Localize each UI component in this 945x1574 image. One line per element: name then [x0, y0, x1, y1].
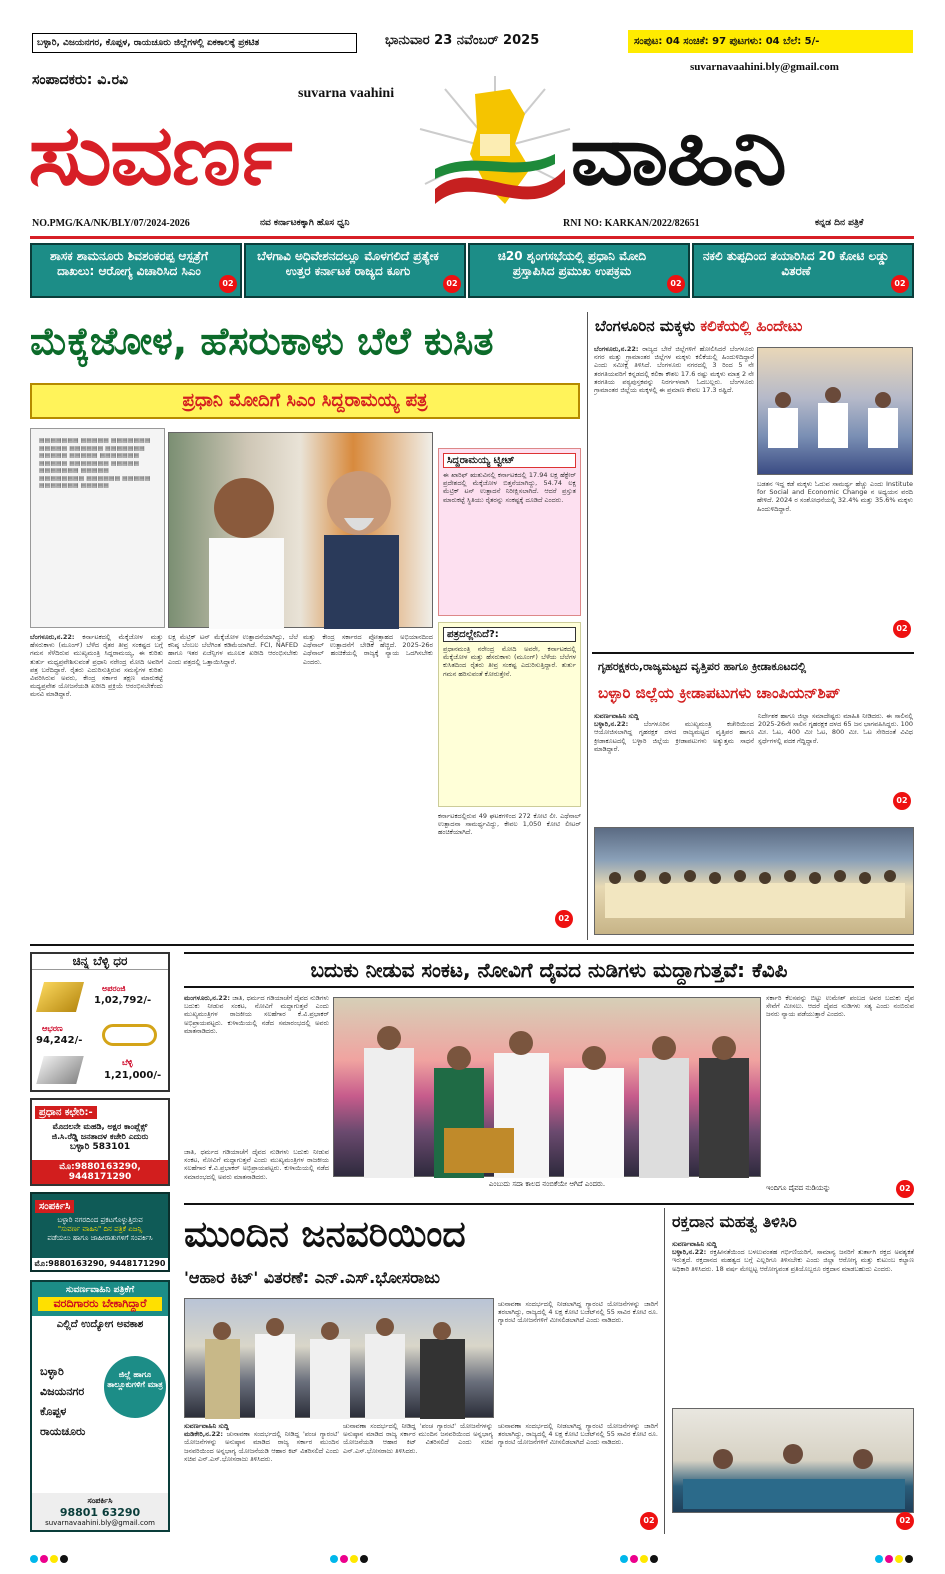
blood-photo: [672, 1408, 914, 1513]
letter-image: ▤▤▤▤▤▤▤ ▤▤▤▤▤ ▤▤▤▤▤▤▤ ▤▤▤▤▤ ▤▤▤▤▤▤ ▤▤▤▤▤▤▤ ▤▤▤▤▤ ▤▤▤▤▤ ▤▤▤▤▤▤▤ ▤▤▤▤▤ ▤▤▤▤▤▤▤ ▤▤▤▤▤ ▤▤▤▤▤▤▤ ▤▤▤▤▤ ▤▤▤▤▤▤▤▤ ▤▤▤▤▤▤ ▤▤▤▤▤ ▤▤▤▤▤▤▤ ▤▤▤▤▤: [30, 428, 165, 628]
lead-headline: ಮೆಕ್ಕೆಜೋಳ, ಹೆಸರುಕಾಳು ಬೆಲೆ ಕುಸಿತ: [30, 319, 494, 363]
kids-headline: ಬೆಂಗಳೂರಿನ ಮಕ್ಕಳು ಕಲಿಕೆಯಲ್ಲಿ ಹಿಂದೇಟು: [595, 317, 803, 335]
blood-headline: ರಕ್ತದಾನ ಮಹತ್ವ ತಿಳಿಸಿರಿ: [672, 1212, 797, 1231]
letter-body: ಪ್ರಧಾನಮಂತ್ರಿ ನರೇಂದ್ರ ಮೋದಿ ಅವರೇ, ಕರ್ನಾಟಕದಲ್ಲಿ ಮೆಕ್ಕೆಜೋಳ ಮತ್ತು ಹೆಸರುಕಾಳು (ಮೂಂಗ್) ಬೆಳೆಯ ಬೆಲೆಗಳ ಕುಸಿತದಿಂದ ರೈತರು ತೀವ್ರ ಸಂಕಷ್ಟ ಎದುರಿಸುತ್ತಿದ್ದಾರೆ. ತುರ್ತು ಗಮನ ಹರಿಸುವಂತೆ ಕೋರುತ್ತೇನೆ.: [443, 645, 576, 678]
contact-email[interactable]: suvarnavaahini.bly@gmail.com: [690, 61, 839, 73]
teaser-3[interactable]: [468, 243, 690, 298]
jobs-sub: ಎಲ್ಲಿದೆ ಉದ್ಯೋಗ ಅವಕಾಶ: [56, 1319, 144, 1330]
gold-price-pure: 1,02,792/-: [94, 995, 152, 1006]
teaser-2[interactable]: [244, 243, 466, 298]
tweet-body: ಈ ಖಾರಿಫ್ ಋತುವಿನಲ್ಲಿ ಕರ್ನಾಟಕದಲ್ಲಿ 17.94 ಲಕ್ಷ ಹೆಕ್ಟೇರ್ ಪ್ರದೇಶದಲ್ಲಿ ಮೆಕ್ಕೆಜೋಳ ಬಿತ್ತನೆಯಾಗಿದ್ದು, 54.74 ಲಕ್ಷ ಮೆಟ್ರಿಕ್ ಟನ್ ಉತ್ಪಾದನೆ ನಿರೀಕ್ಷಿಸಲಾಗಿದೆ. ಆದರೆ ಪ್ರಸ್ತುತ ಮಾರುಕಟ್ಟೆ ಸ್ಥಿತಿಯು ರೈತರನ್ನು ಸಂಕಷ್ಟಕ್ಕೆ ದೂಡಿದೆ ಎಂದರು.: [443, 471, 576, 504]
sports-headline: ಬಳ್ಳಾರಿ ಜಿಲ್ಲೆಯ ಕ್ರೀಡಾಪಟುಗಳು ಚಾಂಪಿಯನ್‌ಶಿಪ್: [598, 684, 841, 702]
vertical-divider: [587, 312, 588, 940]
masthead-title-left: ಸುವರ್ಣ: [28, 106, 291, 204]
districts-banner: ಬಳ್ಳಾರಿ, ವಿಜಯನಗರ, ಕೊಪ್ಪಳ, ರಾಯಚೂರು ಜಿಲ್ಲೆಗಳಲ್ಲಿ ಏಕಕಾಲಕ್ಕೆ ಪ್ರಕಟಿತ: [32, 33, 357, 53]
karnataka-emblem-icon: [415, 74, 575, 224]
reporters-wanted-box: [30, 1280, 170, 1532]
continued-badge: 02: [555, 910, 573, 928]
tweet-box: [438, 448, 581, 616]
jobs-title: ವರದಿಗಾರರು ಬೇಕಾಗಿದ್ದಾರೆ: [38, 1297, 162, 1311]
page-ref-badge: 02: [443, 275, 461, 293]
sports-col-1: [594, 712, 754, 822]
kvp-col-1: [184, 994, 329, 1144]
kvp-col-3: ಸರ್ಕಾರಿ ಕೆಲಸವನ್ನು ಬಿಟ್ಟು ಉಮೇಶ್ ಪಂಬದ ಅವರ ಬದುಕು ದೈವ ಸೇವೆಗೆ ಮೀಸಲು. ಆದರೆ ದೈವದ ನುಡಿಗಳು ಸತ್ಯ ಎಂದು ನಂಬಿರುವ ಜನರು ನ್ಯಾಯ ಪಡೆಯುತ್ತಾರೆ ಎಂದರು.: [766, 994, 914, 1019]
print-registration-marks: [30, 1548, 70, 1567]
edition-date: ಭಾನುವಾರ 23 ನವೆಂಬರ್ 2025: [385, 33, 540, 48]
print-registration-marks: [875, 1548, 915, 1567]
teaser-text: ಶಾಸಕ ಶಾಮನೂರು ಶಿವಶಂಕರಪ್ಪ ಆಸ್ಪತ್ರೆಗೆ ದಾಖಲು: ಆರೋಗ್ಯ ವಿಚಾರಿಸಿದ ಸಿಎಂ: [50, 249, 208, 278]
jobs-footer-label: ಸಂಪರ್ಕಿಸಿ: [87, 1496, 113, 1505]
jobs-footer: [32, 1493, 168, 1530]
classroom-photo: [757, 347, 913, 475]
gold-title: ಚಿನ್ನ ಬೆಳ್ಳಿ ಧರ: [32, 954, 168, 970]
byline: ಸುವರ್ಣವಾಹಿನಿ ಸುದ್ದಿ: [672, 1240, 717, 1248]
contact-title: ಸಂಪರ್ಕಿಸಿ: [35, 1200, 74, 1213]
office-line-3: ಬಳ್ಳಾರಿ 583101: [69, 1142, 131, 1152]
gold-label-pure: ಅಪರಂಜಿ: [102, 984, 126, 993]
place: ಕೊಪ್ಪಳ: [40, 1405, 67, 1418]
jewel-icon: [102, 1024, 157, 1046]
kvp-photo: [333, 997, 761, 1177]
page-ref-badge: 02: [891, 275, 909, 293]
blood-text: ರಕ್ತಹೀನತೆಯಿಂದ ಬಳಲುವಂತಹ ಗರ್ಭಿಣಿಯರಿಗೆ, ಸಾಮಾನ್ಯ ಜನರಿಗೆ ತುರ್ತಾಗಿ ರಕ್ತದ ಅವಶ್ಯಕತೆ ಇರುತ್ತದೆ. ರಕ್ತದಾನದ ಮಹತ್ವದ ಬಗ್ಗೆ ಎಲ್ಲರಿಗೂ ತಿಳಿಸಬೇಕು ಎಂದು ಜಿಲ್ಲಾ ಆರೋಗ್ಯ ಮತ್ತು ಕುಟುಂಬ ಕಲ್ಯಾಣ ಅಧಿಕಾರಿ ತಿಳಿಸಿದರು. 18 ವರ್ಷ ಮೇಲ್ಪಟ್ಟ ಆರೋಗ್ಯವಂತ ಪ್ರತಿಯೊಬ್ಬರೂ ರಕ್ತದಾನ ಮಾಡಬಹುದು ಎಂದರು.: [672, 1248, 914, 1273]
masthead-latin: suvarna vaahini: [298, 86, 395, 101]
place: ರಾಯಚೂರು: [40, 1425, 86, 1438]
teaser-1[interactable]: [30, 243, 242, 298]
contact-line-1: ಬಳ್ಳಾರಿ ನಗರದಿಂದ ಪ್ರಕಟಗೊಳ್ಳುತ್ತಿರುವ: [57, 1216, 143, 1224]
kids-col-1: [594, 345, 754, 635]
jobs-circle: ಜಿಲ್ಲೆ ಹಾಗೂ ತಾಲ್ಲೂಕುಗಳಿಗೆ ಮಾತ್ರ: [104, 1356, 166, 1418]
print-registration-marks: [620, 1548, 660, 1567]
silver-label: ಬೆಳ್ಳಿ: [122, 1058, 133, 1067]
food-subheadline: 'ಆಹಾರ ಕಿಟ್' ವಿತರಣೆ: ಎನ್.ಎಸ್.ಭೋಸರಾಜು: [184, 1268, 441, 1287]
sports-col-2: ನಿರ್ದೇಶಕ ಹಾಗೂ ಜಿಲ್ಲಾ ಸಮಾದೇಷ್ಟರು ಮಾಹಿತಿ ನೀಡಿದರು. ಈ ಸಾಲಿನಲ್ಲಿ 2025-26ನೇ ಸಾಲಿನ ಗೃಹರಕ್ಷಕ ದಳದ 65 ಜನ ಭಾಗವಹಿಸಿದ್ದರು. 100 ಮೀ. ಓಟ, 400 ಮೀ ಓಟ, 800 ಮೀ. ಓಟ ಸೇರಿದಂತೆ ವಿವಿಧ ಸ್ಪರ್ಧೆಗಳಲ್ಲಿ ಪದಕ ಗೆದ್ದಿದ್ದಾರೆ.: [758, 712, 913, 745]
lead-col-3: ಮತ್ತು ಕೇಂದ್ರ ಸರ್ಕಾರದ ಪ್ರೋತ್ಸಾಹದ ಅಭಿಯಾನದಿಂದ ಎಥೆನಾಲ್ ಉತ್ಪಾದನೆಗೆ ಬೇಡಿಕೆ ಹೆಚ್ಚಿದೆ. 2025-26ರ ಎಥೆನಾಲ್ ಹಂಚಿಕೆಯಲ್ಲಿ ರಾಜ್ಯಕ್ಕೆ ನ್ಯಾಯ ಒದಗಿಸಬೇಕು ಎಂದರು.: [303, 633, 433, 666]
rni-no: RNI NO: KARKAN/2022/82651: [563, 218, 700, 229]
tagline: ನವ ಕರ್ನಾಟಕಕ್ಕಾಗಿ ಹೊಸ ಧ್ವನಿ: [260, 218, 350, 228]
byline: ಸುವರ್ಣವಾಹಿನಿ ಸುದ್ದಿ: [594, 712, 639, 720]
contact-line-3: ಪಡೆಯಲು ಹಾಗೂ ಜಾಹೀರಾತುಗಳಿಗೆ ಸಂಪರ್ಕಿಸಿ: [47, 1234, 153, 1242]
kids-col-2: ಬಡತನ ಇದ್ದ ಕಡೆ ಮಕ್ಕಳು ಓದುವ ಸಾಮರ್ಥ್ಯ ಹೆಚ್ಚು ಎಂದು Institute for Social and Economic Change ನ ಅಧ್ಯಯನ ವರದಿ ಹೇಳಿದೆ. 2024 ರ ಸಂಶೋಧನೆಯಲ್ಲಿ 32.4% ಮತ್ತು 35.6% ಮಕ್ಕಳು ಹಿಂದುಳಿದಿದ್ದಾರೆ.: [757, 480, 913, 513]
dateline: ಮಡಿಕೇರಿ,ನ.22:: [184, 1430, 223, 1439]
food-photo: [184, 1298, 494, 1418]
lead-col-1: [30, 633, 163, 933]
food-col-right: ಚುನಾವಣಾ ಸಂದರ್ಭದಲ್ಲಿ ನೀಡಲಾಗಿದ್ದ ಗ್ಯಾರಂಟಿ ಯೋಜನೆಗಳನ್ನು ಜಾರಿಗೆ ತರಲಾಗಿದ್ದು, ರಾಜ್ಯದಲ್ಲಿ 4 ಲಕ್ಷ ಕೋಟಿ ಬಜೆಟ್‌ನಲ್ಲಿ 55 ಸಾವಿರ ಕೋಟಿ ರೂ. ಗ್ಯಾರಂಟಿ ಯೋಜನೆಗಳಿಗೆ ಮೀಸಲಿಡಲಾಗಿದೆ ಎಂದು ನಾಡಿದರು.: [498, 1300, 658, 1325]
continued-badge: 02: [896, 1512, 914, 1530]
dateline: ಬೆಂಗಳೂರು,ನ.22:: [594, 345, 639, 353]
office-line-1: ಮೊದಲನೇ ಮಹಡಿ, ಅಕ್ಷರ ಕಾಂಪ್ಲೆಕ್ಸ್: [52, 1122, 148, 1131]
food-headline: ಮುಂದಿನ ಜನವರಿಯಿಂದ: [184, 1214, 466, 1255]
teaser-4[interactable]: [692, 243, 914, 298]
contact-phones: ಮೊ:9880163290, 9448171290: [32, 1258, 168, 1270]
gold-bars-icon: [36, 982, 84, 1012]
masthead-title-right: ವಾಹಿನಿ: [570, 106, 785, 204]
food-col-2: ಚುನಾವಣಾ ಸಂದರ್ಭದಲ್ಲಿ ನೀಡಿದ್ದ 'ಪಂಚ ಗ್ಯಾರಂಟಿ' ಯೋಜನೆಗಳನ್ನು ಅನುಷ್ಠಾನ ಮಾಡಿದ ರಾಜ್ಯ ಸರ್ಕಾರ ಮುಂದಿನ ಜನವರಿಯಿಂದ ಅನ್ನಭಾಗ್ಯ ಯೋಜನೆಯಡಿ ಆಹಾರ ಕಿಟ್ ವಿತರಿಸಲಿದೆ ಎಂದು ಸಚಿವ ಎನ್.ಎಸ್.ಭೋಸರಾಜು ತಿಳಿಸಿದರು.: [343, 1422, 493, 1455]
food-top-rule: [184, 1203, 914, 1205]
page-ref-badge: 02: [667, 275, 685, 293]
office-phones: ಮೊ:9880163290, 9448171290: [32, 1160, 168, 1184]
continued-badge: 02: [896, 1180, 914, 1198]
team-photo: [594, 827, 914, 935]
dateline: ಮಂಗಳೂರು,ನ.22:: [184, 994, 230, 1002]
place: ಬಳ್ಳಾರಿ: [40, 1365, 64, 1378]
continued-badge: 02: [640, 1512, 658, 1530]
dateline: ಬಳ್ಳಾರಿ,ನ.22:: [594, 720, 629, 729]
office-line-2: ಜಿ.ಸಿ.ರೆಡ್ಡಿ ಜನತಾದಳ ಕಚೇರಿ ಎದುರು: [51, 1132, 149, 1141]
teaser-text: ಬೆಳಗಾವಿ ಅಧಿವೇಶನದಲ್ಲೂ ಮೊಳಗಲಿದೆ ಪ್ರತ್ಯೇಕ ಉತ್ತರ ಕರ್ನಾಟಕ ರಾಜ್ಯದ ಕೂಗು: [257, 249, 439, 278]
food-col-3: ಚುನಾವಣಾ ಸಂದರ್ಭದಲ್ಲಿ ನೀಡಲಾಗಿದ್ದ ಗ್ಯಾರಂಟಿ ಯೋಜನೆಗಳನ್ನು ಜಾರಿಗೆ ತರಲಾಗಿದ್ದು, ರಾಜ್ಯದಲ್ಲಿ 4 ಲಕ್ಷ ಕೋಟಿ ಬಜೆಟ್‌ನಲ್ಲಿ 55 ಸಾವಿರ ಕೋಟಿ ರೂ. ಗ್ಯಾರಂಟಿ ಯೋಜನೆಗಳಿಗೆ ಮೀಸಲಿಡಲಾಗಿದೆ ಎಂದು ನಾಡಿದರು.: [498, 1422, 658, 1447]
teaser-text: ಚಿ20 ಶೃಂಗಸಭೆಯಲ್ಲಿ ಪ್ರಧಾನಿ ಮೋದಿ ಪ್ರಸ್ತಾಪಿಸಿದ ಪ್ರಮುಖ ಉಪಕ್ರಮ: [497, 249, 647, 278]
lead-subheadline: ಪ್ರಧಾನಿ ಮೋದಿಗೆ ಸಿಎಂ ಸಿದ್ದರಾಮಯ್ಯ ಪತ್ರ: [30, 383, 580, 419]
office-title: ಪ್ರಧಾನ ಕಛೇರಿ:-: [35, 1106, 97, 1119]
tweet-box-title: ಸಿದ್ದರಾಮಯ್ಯ ಟ್ವೀಟ್: [443, 453, 576, 468]
gold-price-jewel: 94,242/-: [36, 1035, 83, 1046]
kvp-end: ಇಂದಿಗೂ ದೈವದ ನುಡಿಯನ್ನು: [766, 1184, 831, 1192]
dateline: ಬೆಂಗಳೂರು,ನ.22:: [30, 633, 75, 641]
dateline: ಬಳ್ಳಾರಿ,ನ.22:: [672, 1248, 707, 1257]
kvp-caption: ಎಂಬುದು ಸದಾ ಕಾಲದ ನಂಬಿಕೆಯೇ ಆಗಿದೆ ಎಂದರು.: [488, 1180, 606, 1188]
letter-summary-box: [438, 622, 581, 807]
kids-body: ರಾಜ್ಯದ ಬೇರೆ ಜಿಲ್ಲೆಗಳಿಗೆ ಹೋಲಿಸಿದರೆ ಬೆಂಗಳೂರು ನಗರ ಮತ್ತು ಗ್ರಾಮಾಂತರ ಜಿಲ್ಲೆಗಳ ಮಕ್ಕಳು ಕಲಿಕೆಯಲ್ಲಿ ಹಿಂದುಳಿದಿದ್ದಾರೆ ಎಂದು ಸಮೀಕ್ಷೆ ತಿಳಿಸಿದೆ. ಬೆಂಗಳೂರು ನಗರದಲ್ಲಿ 3 ರಿಂದ 5 ನೇ ತರಗತಿಯವರಿಗೆ ಕನ್ನಡದಲ್ಲಿ ಕಲಿಕಾ ಕೌಶಲ 17.6 ರಷ್ಟು ಮಕ್ಕಳು ಮಾತ್ರ 2 ನೇ ತರಗತಿಯ ಪಠ್ಯಪುಸ್ತಕವನ್ನು ನಿರರ್ಗಳವಾಗಿ ಓದಬಲ್ಲರು. ಬೆಂಗಳೂರು ಗ್ರಾಮಾಂತರ ಜಿಲ್ಲೆಯ ಮಕ್ಕಳಲ್ಲಿ ಈ ಪ್ರಮಾಣ ಕೇವಲ 17.3 ರಷ್ಟಿದೆ.: [594, 345, 754, 395]
blood-body: [672, 1240, 914, 1400]
lead-col-2: ಲಕ್ಷ ಮೆಟ್ರಿಕ್ ಟನ್ ಮೆಕ್ಕೆಜೋಳ ಉತ್ಪಾದನೆಯಾಗಿದ್ದು, ಬೆಲೆ ಕನಿಷ್ಠ ಬೆಂಬಲ ಬೆಲೆಗಿಂತ ಕಡಿಮೆಯಾಗಿದೆ. FCI, NAFED ಹಾಗೂ ಇತರ ಏಜೆನ್ಸಿಗಳ ಮೂಲಕ ಖರೀದಿ ಆರಂಭಿಸಬೇಕು ಎಂದು ಪತ್ರದಲ್ಲಿ ಒತ್ತಾಯಿಸಿದ್ದಾರೆ.: [168, 633, 298, 666]
gold-rate-box: [30, 952, 170, 1092]
sports-body: ಬೆಂಗಳೂರಿನ ಮುಖ್ಯಮಂತ್ರಿ ಕಚೇರಿಯಿಂದ ಆಯೋಜಿಸಲಾಗಿದ್ದ ಗೃಹರಕ್ಷಕ ದಳದ ರಾಜ್ಯಮಟ್ಟದ ವೃತ್ತಿಪರ ಹಾಗೂ ಕ್ರೀಡಾಕೂಟದಲ್ಲಿ ಬಳ್ಳಾರಿ ಜಿಲ್ಲೆಯ ಕ್ರೀಡಾಪಟುಗಳು ಅತ್ಯುತ್ತಮ ಸಾಧನೆ ಮಾಡಿದ್ದಾರೆ.: [594, 720, 754, 753]
editor-name: ಸಂಪಾದಕರು: ವಿ.ರವಿ: [32, 72, 129, 88]
jobs-top: ಸುವರ್ಣವಾಹಿನಿ ಪತ್ರಿಕೆಗೆ: [65, 1285, 135, 1295]
kvp-col-1b: ಜಾತಿ, ಧರ್ಮದ ಗಡಿಯಾಚೆಗೆ ದೈವದ ನುಡಿಗಳು ಬದುಕು ನೀಡುವ ಸಂಕಟ, ನೋವಿಗೆ ಮದ್ದಾಗುತ್ತವೆ ಎಂದು ಮುಖ್ಯಮಂತ್ರಿಗಳ ರಾಜಕೀಯ ಸಲಹೆಗಾರ ಕೆ.ವಿ.ಪ್ರಭಾಕರ್ ಅಭಿಪ್ರಾಯಪಟ್ಟರು. ಕುಳಾಯಿಯಲ್ಲಿ ನಡೆದ ಸಮಾರಂಭದಲ್ಲಿ ಅವರು ಮಾತನಾಡಿದರು.: [184, 1148, 329, 1181]
lead-body-1: ಕರ್ನಾಟಕದಲ್ಲಿ ಮೆಕ್ಕೆಜೋಳ ಮತ್ತು ಹೆಸರುಕಾಳು (ಮೂಂಗ್) ಬೆಳೆದ ರೈತರ ತೀವ್ರ ಸಂಕಷ್ಟದ ಬಗ್ಗೆ ಗಮನ ಸೆಳೆದಿರುವ ಮುಖ್ಯಮಂತ್ರಿ ಸಿದ್ದರಾಮಯ್ಯ, ಈ ಕುರಿತು ತುರ್ತು ಮಧ್ಯಪ್ರವೇಶಿಸುವಂತೆ ಪ್ರಧಾನಿ ನರೇಂದ್ರ ಮೋದಿ ಅವರಿಗೆ ಪತ್ರ ಬರೆದಿದ್ದಾರೆ. ರೈತರು ಎದುರಿಸುತ್ತಿರುವ ಸಮಸ್ಯೆಗಳ ಕುರಿತು ವಿವರಿಸಿರುವ ಅವರು, ಕೇಂದ್ರ ಸರ್ಕಾರ ತಕ್ಷಣ ಮಾರುಕಟ್ಟೆ ಮಧ್ಯಪ್ರವೇಶ ಯೋಜನೆಯಡಿ ಖರೀದಿ ಪ್ರಕ್ರಿಯೆ ಆರಂಭಿಸಬೇಕೆಂದು ಮನವಿ ಮಾಡಿದ್ದಾರೆ.: [30, 633, 163, 699]
cm-pm-photo: [168, 432, 433, 628]
silver-price: 1,21,000/-: [104, 1070, 162, 1081]
section-rule: [30, 944, 914, 946]
jobs-email[interactable]: suvarnavaahini.bly@gmail.com: [45, 1519, 155, 1527]
food-body: ಚುನಾವಣಾ ಸಂದರ್ಭದಲ್ಲಿ ನೀಡಿದ್ದ 'ಪಂಚ ಗ್ಯಾರಂಟಿ' ಯೋಜನೆಗಳನ್ನು ಅನುಷ್ಠಾನ ಮಾಡಿದ ರಾಜ್ಯ ಸರ್ಕಾರ ಮುಂದಿನ ಜನವರಿಯಿಂದ ಅನ್ನಭಾಗ್ಯ ಯೋಜನೆಯಡಿ ಆಹಾರ ಕಿಟ್ ವಿತರಿಸಲಿದೆ ಎಂದು ಸಚಿವ ಎನ್.ಎಸ್.ಭೋಸರಾಜು ತಿಳಿಸಿದರು.: [184, 1430, 339, 1463]
jobs-places: [40, 1362, 85, 1442]
issue-info: ಸಂಪುಟ: 04 ಸಂಚಿಕೆ: 97 ಪುಟಗಳು: 04 ಬೆಲೆ: 5/-: [628, 30, 913, 53]
teaser-text: ನಕಲಿ ತುಪ್ಪದಿಂದ ತಯಾರಿಸಿದ 20 ಕೋಟಿ ಲಡ್ಡು ವಿತರಣೆ: [702, 249, 890, 278]
masthead-rule: [30, 236, 914, 239]
letter-box-title: ಪತ್ರದಲ್ಲೇನಿದೆ?:: [443, 627, 576, 642]
contact-box: [30, 1192, 170, 1272]
contact-line-2: "ಸುವರ್ಣ ವಾಹಿನಿ" ದಿನ ಪತ್ರಿಕೆ ಏಜನ್ಸಿ: [57, 1225, 143, 1233]
place: ವಿಜಯನಗರ: [40, 1385, 85, 1398]
gold-label-jewel: ಆಭರಣ: [42, 1024, 63, 1033]
lead-col-4: ಕರ್ನಾಟಕದಲ್ಲಿರುವ 49 ಘಟಕಗಳಿಂದ 272 ಕೋಟಿ ಲೀ. ಎಥೆನಾಲ್ ಉತ್ಪಾದನಾ ಸಾಮರ್ಥ್ಯವಿದ್ದು, ಕೇವಲ 1,050 ಕೋಟಿ ಲೀಟರ್ ಹಂಚಿಕೆಯಾಗಿದೆ.: [438, 812, 581, 837]
byline: ಸುವರ್ಣವಾಹಿನಿ ಸುದ್ದಿ: [184, 1422, 229, 1430]
continued-badge: 02: [893, 620, 911, 638]
jobs-phone: 98801 63290: [59, 1506, 141, 1519]
sports-top-rule: [592, 652, 914, 654]
paper-type: ಕನ್ನಡ ದಿನ ಪತ್ರಿಕೆ: [815, 218, 864, 228]
print-registration-marks: [330, 1548, 370, 1567]
silver-bar-icon: [36, 1056, 84, 1084]
continued-badge: 02: [893, 792, 911, 810]
jobs-header: [32, 1282, 168, 1316]
sports-kicker: ಗೃಹರಕ್ಷಕರು,ರಾಜ್ಯಮಟ್ಟದ ವೃತ್ತಿಪರ ಹಾಗೂ ಕ್ರೀಡಾಕೂಟದಲ್ಲಿ: [598, 660, 807, 673]
blood-divider: [664, 1208, 665, 1534]
kvp-headline: ಬದುಕು ನೀಡುವ ಸಂಕಟ, ನೋವಿಗೆ ದೈವದ ನುಡಿಗಳು ಮದ್ದಾಗುತ್ತವೆ: ಕೆವಿಪಿ: [184, 952, 914, 988]
postal-reg-no: NO.PMG/KA/NK/BLY/07/2024-2026: [32, 218, 190, 229]
page-ref-badge: 02: [219, 275, 237, 293]
kvp-body: ಜಾತಿ, ಧರ್ಮದ ಗಡಿಯಾಚೆಗೆ ದೈವದ ನುಡಿಗಳು ಬದುಕು ನೀಡುವ ಸಂಕಟ, ನೋವಿಗೆ ಮದ್ದಾಗುತ್ತವೆ ಎಂದು ಮುಖ್ಯಮಂತ್ರಿಗಳ ರಾಜಕೀಯ ಸಲಹೆಗಾರ ಕೆ.ವಿ.ಪ್ರಭಾಕರ್ ಅಭಿಪ್ರಾಯಪಟ್ಟರು. ಕುಳಾಯಿಯಲ್ಲಿ ನಡೆದ ಸಮಾರಂಭದಲ್ಲಿ ಅವರು ಮಾತನಾಡಿದರು.: [184, 994, 329, 1035]
office-box: [30, 1098, 170, 1186]
food-col-1: [184, 1422, 339, 1532]
